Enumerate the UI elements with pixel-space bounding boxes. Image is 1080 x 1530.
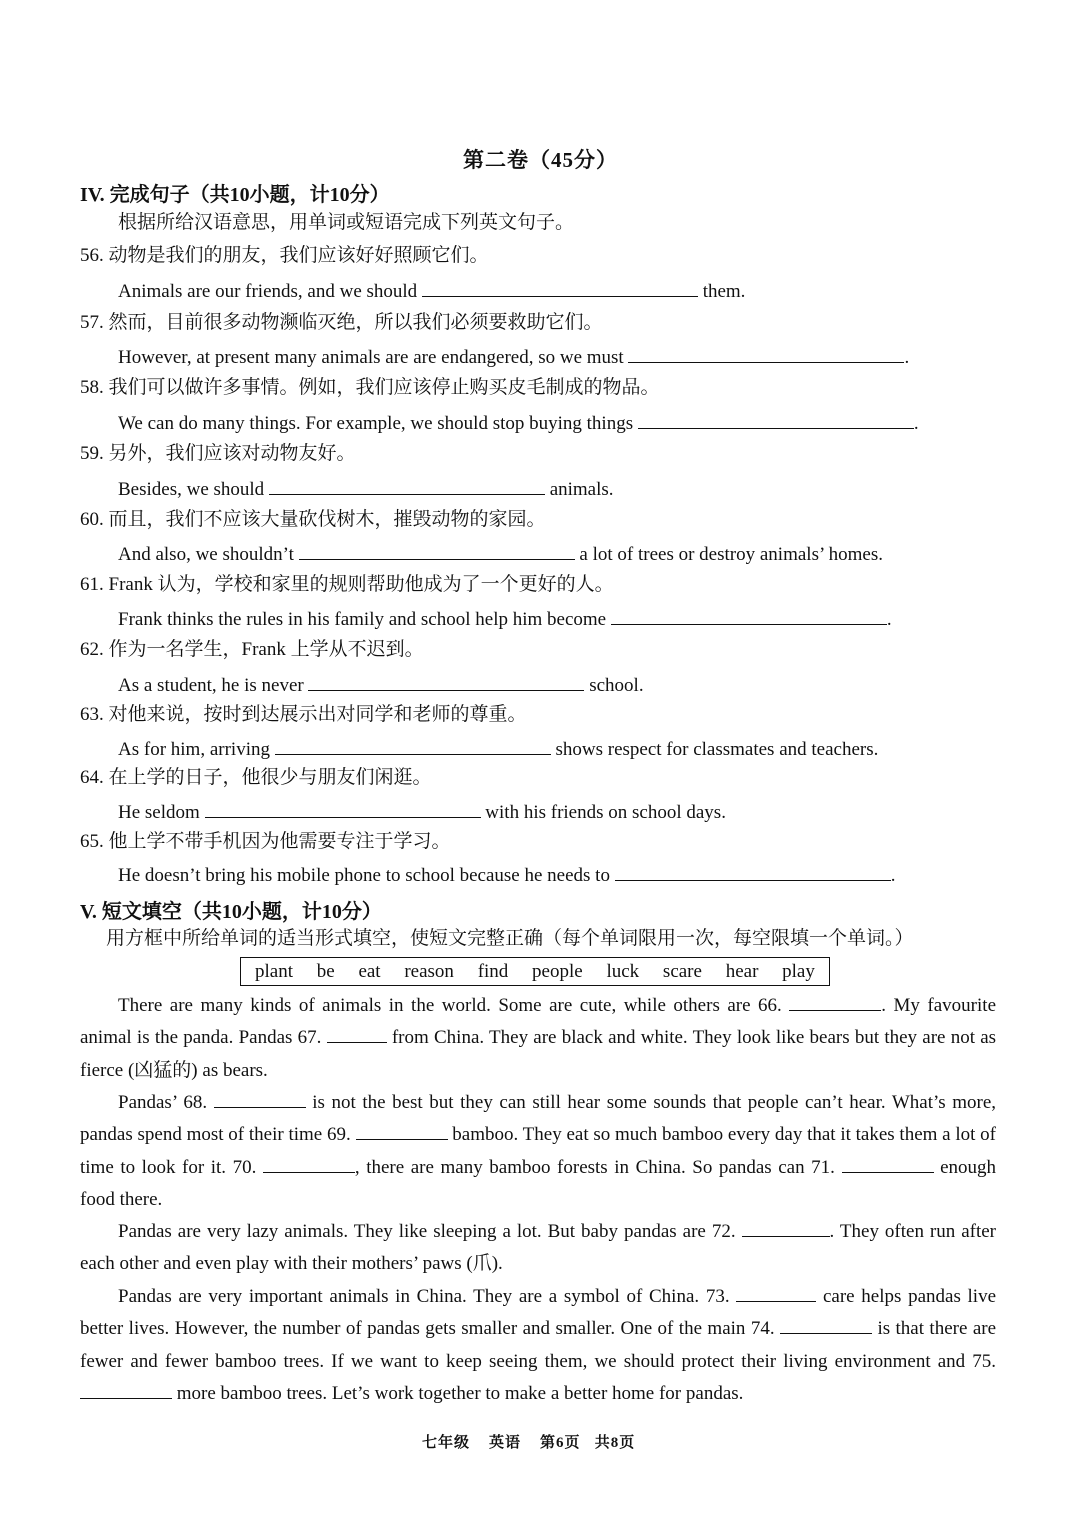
passage-paragraph-1: There are many kinds of animals in the world. Some are cute, while others are 66. . My favourite animal is the panda. Pandas 67. from China. They are black and white. They look like bears but they are not as fierce (凶猛的) as bears. <box>80 990 996 1087</box>
word-bank-box <box>240 957 830 986</box>
q58-answer-blank[interactable] <box>638 410 914 429</box>
word-bank-item: eat <box>358 960 381 982</box>
q72-answer-blank[interactable] <box>742 1218 830 1237</box>
q56-chinese: 56. 动物是我们的朋友，我们应该好好照顾它们。 <box>80 245 489 266</box>
passage-paragraph-4: Pandas are very important animals in China. They are a symbol of China. 73. care helps pandas live better lives. However, the number of pandas gets smaller and smaller. One of the main 74. is that there are fewer and fewer bamboo trees. If we want to keep seeing them, we should protect their living environment and 75. more bamboo trees. Let’s work together to make a better home for pandas. <box>80 1281 996 1411</box>
q59-english: Besides, we should animals. <box>118 476 614 502</box>
footer-total-pages: 共8页 <box>594 1435 636 1451</box>
q58-chinese: 58. 我们可以做许多事情。例如，我们应该停止购买皮毛制成的物品。 <box>80 377 660 398</box>
q63-english: As for him, arriving shows respect for classmates and teachers. <box>118 736 878 762</box>
q60-english: And also, we shouldn’t a lot of trees or destroy animals’ homes. <box>118 541 883 567</box>
footer-page-number: 第6页 <box>540 1435 581 1451</box>
q61-answer-blank[interactable] <box>611 606 887 625</box>
q65-english: He doesn’t bring his mobile phone to school because he needs to . <box>118 862 895 888</box>
q57-answer-blank[interactable] <box>628 344 904 363</box>
section-5-heading: V. 短文填空（共10小题，计10分） <box>80 901 382 923</box>
word-bank-item: hear <box>725 960 759 982</box>
q66-answer-blank[interactable] <box>789 992 881 1011</box>
section-4-instruction: 根据所给汉语意思，用单词或短语完成下列英文句子。 <box>118 212 575 233</box>
q62-english: As a student, he is never school. <box>118 672 644 698</box>
q64-chinese: 64. 在上学的日子，他很少与朋友们闲逛。 <box>80 767 432 788</box>
q61-chinese: 61. Frank 认为，学校和家里的规则帮助他成为了一个更好的人。 <box>80 574 614 595</box>
q59-chinese: 59. 另外，我们应该对动物友好。 <box>80 443 356 464</box>
word-bank-item: be <box>316 960 335 982</box>
q56-english: Animals are our friends, and we should them. <box>118 278 745 304</box>
q57-chinese: 57. 然而，目前很多动物濒临灭绝，所以我们必须要救助它们。 <box>80 312 603 333</box>
q75-answer-blank[interactable] <box>80 1380 172 1399</box>
q67-answer-blank[interactable] <box>327 1024 387 1043</box>
footer-subject: 英语 <box>489 1435 522 1451</box>
footer-grade: 七年级 <box>422 1435 471 1451</box>
word-bank-item: scare <box>662 960 702 982</box>
q60-chinese: 60. 而且，我们不应该大量砍伐树木，摧毁动物的家园。 <box>80 509 546 530</box>
word-bank-item: plant <box>255 960 293 982</box>
q71-answer-blank[interactable] <box>842 1154 934 1173</box>
q73-answer-blank[interactable] <box>736 1283 816 1302</box>
q61-english: Frank thinks the rules in his family and school help him become . <box>118 606 892 632</box>
q57-english: However, at present many animals are are endangered, so we must . <box>118 344 909 370</box>
q69-answer-blank[interactable] <box>356 1121 448 1140</box>
q64-answer-blank[interactable] <box>205 799 481 818</box>
q64-english: He seldom with his friends on school days. <box>118 799 726 825</box>
word-bank-item: play <box>782 960 815 982</box>
q62-chinese: 62. 作为一名学生，Frank 上学从不迟到。 <box>80 639 424 660</box>
word-bank-item: people <box>532 960 583 982</box>
passage-paragraph-3: Pandas are very lazy animals. They like sleeping a lot. But baby pandas are 72. . They often run after each other and even play with their mothers’ paws (爪). <box>80 1216 996 1281</box>
q63-answer-blank[interactable] <box>275 736 551 755</box>
q56-answer-blank[interactable] <box>422 278 698 297</box>
q63-chinese: 63. 对他来说，按时到达展示出对同学和老师的尊重。 <box>80 704 527 725</box>
section-4-heading: IV. 完成句子（共10小题，计10分） <box>80 184 390 206</box>
page-footer <box>422 1431 635 1452</box>
q58-english: We can do many things. For example, we should stop buying things . <box>118 410 919 436</box>
word-bank-item: find <box>477 960 509 982</box>
q60-answer-blank[interactable] <box>299 541 575 560</box>
paper-title: 第二卷（45分） <box>463 148 618 172</box>
passage-paragraph-2: Pandas’ 68. is not the best but they can still hear some sounds that people can’t hear. What’s more, pandas spend most of their time 69. bamboo. They eat so much bamboo every day that it takes them a lot of time to look for it. 70. , there are many bamboo forests in China. So pandas can 71. enough food there. <box>80 1087 996 1217</box>
q74-answer-blank[interactable] <box>780 1315 872 1334</box>
q62-answer-blank[interactable] <box>308 672 584 691</box>
word-bank-item: reason <box>404 960 454 982</box>
section-5-instruction: 用方框中所给单词的适当形式填空，使短文完整正确（每个单词限用一次，每空限填一个单词。） <box>106 928 914 949</box>
word-bank-item: luck <box>606 960 640 982</box>
q68-answer-blank[interactable] <box>214 1089 306 1108</box>
q59-answer-blank[interactable] <box>269 476 545 495</box>
q65-answer-blank[interactable] <box>615 862 891 881</box>
q65-chinese: 65. 他上学不带手机因为他需要专注于学习。 <box>80 831 451 852</box>
q70-answer-blank[interactable] <box>263 1154 355 1173</box>
